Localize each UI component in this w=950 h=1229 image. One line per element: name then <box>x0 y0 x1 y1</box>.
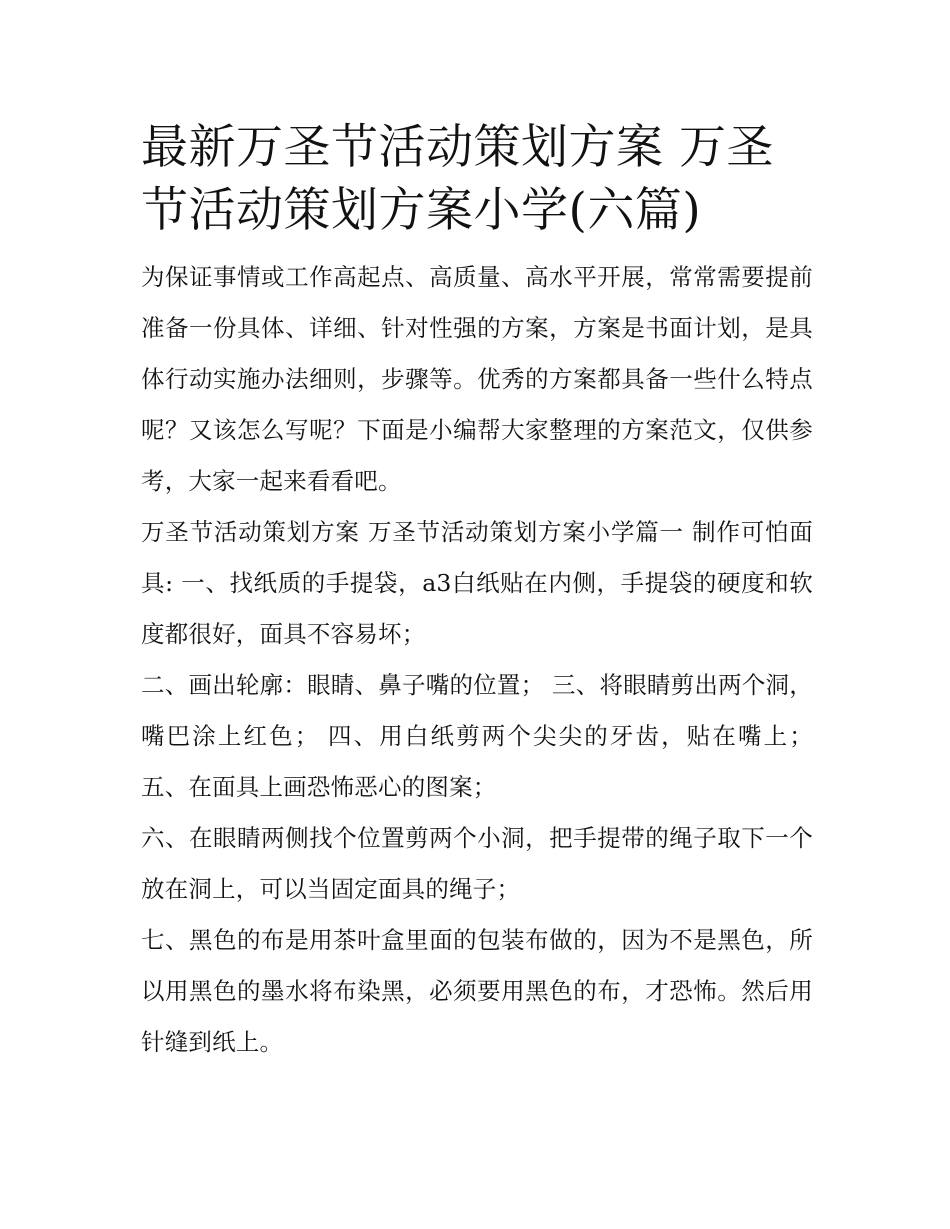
paragraph-mask-steps-2-5: 二、画出轮廓：眼睛、鼻子嘴的位置； 三、将眼睛剪出两个洞，嘴巴涂上红色； 四、用白纸剪两个尖尖的牙齿，贴在嘴上； 五、在面具上画恐怖恶心的图案； <box>141 671 813 801</box>
paragraph-mask-step-1: 万圣节活动策划方案 万圣节活动策划方案小学篇一 制作可怕面具: 一、找纸质的手提袋，a3白纸贴在内侧，手提袋的硬度和软度都很好，面具不容易坏； <box>141 518 813 648</box>
paragraph-intro: 为保证事情或工作高起点、高质量、高水平开展，常常需要提前准备一份具体、详细、针对性强的方案，方案是书面计划，是具体行动实施办法细则，步骤等。优秀的方案都具备一些什么特点呢？又该怎么写呢？下面是小编帮大家整理的方案范文，仅供参考，大家一起来看看吧。 <box>141 263 813 495</box>
document-title: 最新万圣节活动策划方案 万圣节活动策划方案小学(六篇) <box>141 120 774 238</box>
document-content <box>141 116 813 1068</box>
paragraph-mask-step-6: 六、在眼睛两侧找个位置剪两个小洞，把手提带的绳子取下一个放在洞上，可以当固定面具的绳子； <box>141 824 813 903</box>
paragraph-mask-step-7: 七、黑色的布是用茶叶盒里面的包装布做的，因为不是黑色，所以用黑色的墨水将布染黑，必须要用黑色的布，才恐怖。然后用针缝到纸上。 <box>141 926 813 1056</box>
